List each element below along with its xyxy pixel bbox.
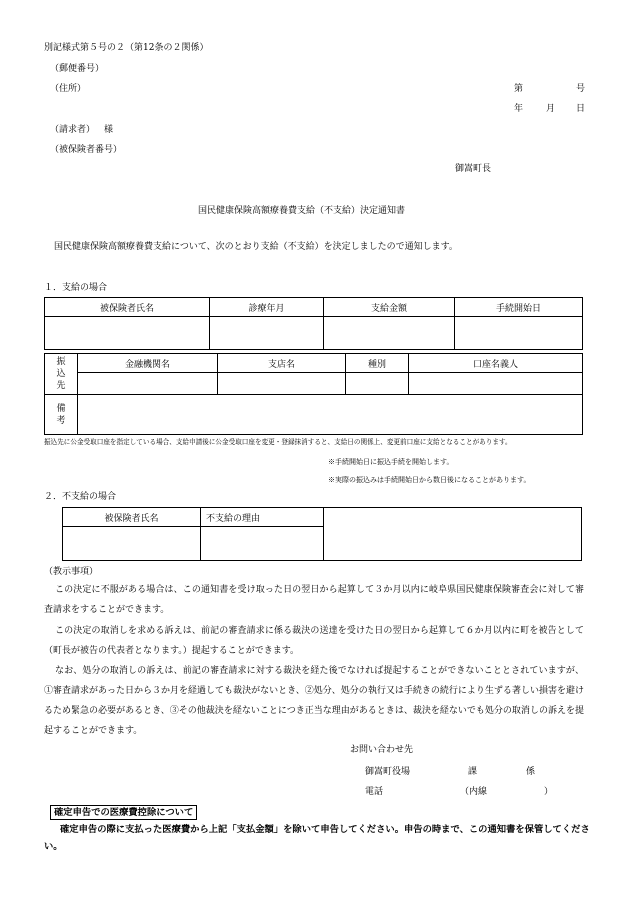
header-bank-name: 金融機関名 (78, 354, 218, 373)
cell-np-reason (201, 527, 324, 561)
section2-heading: ２．不支給の場合 (44, 492, 117, 502)
requester-label: （請求者） (50, 125, 96, 135)
cell-payment-amount (324, 317, 455, 350)
contact-extension-open: （内線 (460, 787, 488, 797)
bank-table (44, 353, 583, 435)
date-year: 年 (514, 104, 524, 114)
bank-group-label: 振 込 先 (45, 354, 78, 395)
doc-number-suffix: 号 (576, 84, 586, 94)
page-title: 国民健康保険高額療養費支給（不支給）決定通知書 (198, 206, 406, 216)
note-public-account: 振込先に公金受取口座を指定している場合、支給申請後に公金受取口座を変更・登録抹消すると、支給日の関係上、変更前口座に支給となることがあります。 (44, 438, 512, 446)
header-account-holder: 口座名義人 (409, 354, 583, 373)
cell-remarks (78, 395, 583, 435)
requester-suffix: 様 (104, 125, 114, 135)
header-np-insured-name: 被保険者氏名 (63, 508, 201, 527)
contact-staff: 係 (526, 767, 536, 777)
note-transfer-delay: ※実際の振込みは手続開始日から数日後になることがあります。 (328, 476, 531, 484)
tax-box-body: 確定申告の際に支払った医療費から上記「支払金額」を除いて申告してください。申告の時まで、この通知書を保管してください。 (44, 824, 590, 852)
contact-phone: 電話 (365, 787, 384, 797)
cell-procedure-start (455, 317, 583, 350)
header-insured-name: 被保険者氏名 (45, 298, 210, 317)
cell-insured-name (45, 317, 210, 350)
instructions-para1: この決定に不服がある場合は、この通知書を受け取った日の翌日から起算して３か月以内に岐阜県国民健康保険審査会に対して審査請求をすることができます。 (44, 585, 584, 615)
non-payment-table (62, 507, 582, 561)
instructions-para3: なお、処分の取消しの訴えは、前記の審査請求に対する裁決を経た後でなければ提起することができないこととされていますが、①審査請求があった日から３か月を経過しても裁決がないとき、②処分、処分の執行又は手続きの続行により生ずる著しい損害を避けるため緊急の必要があるとき、③その他裁決を経ないことにつき正当な理由があるときは、裁決を経ないでも処分の取消しの訴えを提起することができます。 (44, 666, 584, 736)
form-id: 別記様式第５号の２（第12条の２関係） (44, 43, 209, 53)
intro-text: 国民健康保険高額療養費支給について、次のとおり支給（不支給）を決定しましたので通知します。 (54, 242, 458, 252)
date-day: 日 (576, 104, 586, 114)
header-payment-amount: 支給金額 (324, 298, 455, 317)
insured-number-label: （被保険者番号） (50, 145, 123, 155)
contact-section: 課 (468, 767, 478, 777)
payment-table (44, 297, 583, 350)
header-procedure-start: 手続開始日 (455, 298, 583, 317)
header-branch-name: 支店名 (218, 354, 346, 373)
instructions-para2: この決定の取消しを求める訴えは、前記の審査請求に係る裁決の送達を受けた日の翌日から起算して６か月以内に町を被告として（町長が被告の代表者となります。）提起することができます。 (44, 626, 584, 656)
doc-number-prefix: 第 (514, 84, 524, 94)
issuer: 御嵩町長 (455, 164, 492, 174)
header-account-type: 種別 (346, 354, 409, 373)
contact-extension-close: ） (544, 787, 554, 797)
cell-account-type (346, 373, 409, 395)
date-month: 月 (546, 104, 556, 114)
remarks-label: 備 考 (45, 395, 78, 435)
cell-account-holder (409, 373, 583, 395)
contact-office: 御嵩町役場 (365, 767, 411, 777)
header-treatment-month: 診療年月 (210, 298, 324, 317)
contact-heading: お問い合わせ先 (350, 745, 414, 755)
note-procedure-start: ※手続開始日に振込手続を開始します。 (328, 458, 454, 466)
tax-box-title: 確定申告での医療費控除について (50, 805, 197, 820)
cell-branch-name (218, 373, 346, 395)
cell-np-insured-name (63, 527, 201, 561)
cell-bank-name (78, 373, 218, 395)
address-label: （住所） (50, 84, 87, 94)
section1-heading: １．支給の場合 (44, 283, 108, 293)
header-np-reason: 不支給の理由 (201, 508, 324, 527)
instructions-label: （教示事項） (44, 567, 99, 577)
postal-code-label: （郵便番号） (50, 64, 105, 74)
cell-treatment-month (210, 317, 324, 350)
cell-np-reason-extra (324, 508, 582, 561)
